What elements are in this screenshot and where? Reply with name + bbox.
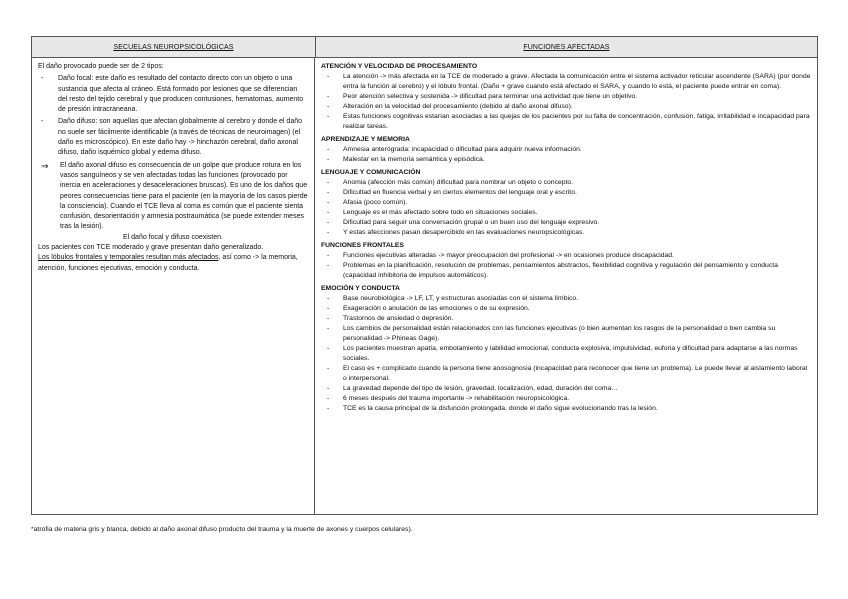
list-item-text: Dificultad para seguir una conversación grupal o un buen uso del lenguaje expresivo. [343,219,600,226]
coexist-note: El daño focal y difuso coexisten. [122,233,223,241]
list-item-text: Los pacientes muestran apatía, embotamiento y labilidad emocional, conducta explosiva, impulsividad, euforia y dificultad para adaptarse a las normas sociales. [343,345,798,362]
dash-marker: - [41,118,44,126]
list-item [321,324,811,344]
list-item-text: Alteración en la velocidad del procesamiento (debido al daño axonal difuso). [343,103,573,110]
dash-marker: - [327,199,330,206]
left-paragraph-2 [38,253,308,274]
table-header [32,37,817,58]
list-item-text: Los cambios de personalidad están relacionados con las funciones ejecutivas (o bien aumentan los rasgos de la personalidad o bien cambia su personalidad -> Phineas Gage). [343,325,776,342]
right-column [315,58,817,514]
dash-marker: - [327,179,330,186]
list-item [321,314,811,324]
list-item [321,364,811,384]
arrow-icon: ⇒ [41,160,49,171]
dash-marker: - [327,405,330,412]
sections-container [321,62,811,414]
list-item-text: Base neurobiológica -> LF, LT, y estructuras asociadas con el sistema límbico. [343,295,579,302]
dash-marker: - [327,315,330,322]
dash-marker: - [327,113,330,120]
list-item-text: La gravedad depende del tipo de lesión, gravedad, localización, edad, duración del coma… [343,385,619,392]
list-item-text: Daño focal: este daño es resultado del contacto directo con un objeto o una sustancia que afecta al cráneo. Está formado por lesiones que se diferencian del resto del tejido cerebral y que producen contusiones, hematomas, aumento de presión intracraneana. [58,75,304,114]
dash-marker: - [327,103,330,110]
list-item-text: La atención -> más afectada en la TCE de moderado a grave. Afectada la comunicación entre el sistema activador reticular ascendente (SARA) (por donde entra la función al cerebro) y el lóbulo frontal. (Daño + grave cuando está afectado el SARA, y cuando lo está, el paciente puede entrar en coma). [343,73,811,90]
list-item-text: Y estas afecciones pasan desapercibido en las evaluaciones neuropsicológicas. [343,229,585,236]
list-item [321,218,811,228]
list-item-text: El caso es + complicado cuando la persona tiene anosognosia (incapacidad para reconocer que tiene un problema). Le puede llevar al aislamiento laboral o interpersonal. [343,365,808,382]
dash-marker: - [327,262,330,269]
list-item [321,112,811,132]
list-item-text: Lenguaje es el más afectado sobre todo en situaciones sociales. [343,209,538,216]
underlined-text: Los lóbulos frontales y temporales resultan más afectados [38,254,219,262]
list-item-text: Peor atención selectiva y sostenida -> dificultad para terminar una actividad que tiene un objetivo. [343,93,638,100]
left-intro: El daño provocado puede ser de 2 tipos: [38,63,164,70]
list-item [321,384,811,394]
list-item [38,74,308,115]
list-item-text: Trastornos de ansiedad o depresión. [343,315,454,322]
list-item [321,102,811,112]
list-item-text: TCE es la causa principal de la disfunción prolongada, donde el daño sigue evolucionando tras la lesión. [343,405,658,412]
list-item [321,198,811,208]
dash-marker: - [327,365,330,372]
list-item-text: Problemas en la planificación, resolución de problemas, pensamientos abstractos, flexibilidad cognitiva y regulación del pensamiento y conducta (capacidad inhibitoria de impulsos automáticos). [343,262,778,279]
dash-marker: - [327,395,330,402]
list-item [321,92,811,102]
section-title: ATENCIÓN Y VELOCIDAD DE PROCESAMIENTO [321,63,478,70]
list-item-text: El daño axonal difuso es consecuencia de un golpe que produce rotura en los vasos sanguíneos y se ven afectadas todas las funciones (provocado por inercia en aceleraciones y desaceleraciones bruscas). Es uno de los daños que peores consecuencias tiene para el paciente (en la mayoría de los casos pierde la consciencia). Cuando el TCE lleva al coma es común que el paciente sienta confusión, desorientación y amnesia postraumática (se puede extender meses tras la lesión). [60,161,308,231]
paragraph-rest: , así como -> la memoria, atención, funciones ejecutivas, emoción y conducta. [38,254,298,272]
list-item [321,344,811,364]
list-item [321,304,811,314]
list-item [321,251,811,261]
list-item [321,145,811,155]
list-item [321,404,811,414]
section-title: FUNCIONES FRONTALES [321,242,404,249]
dash-marker: - [41,75,44,83]
section-title: EMOCIÓN Y CONDUCTA [321,285,400,292]
dash-marker: - [327,146,330,153]
dash-marker: - [327,325,330,332]
dash-marker: - [327,209,330,216]
list-item [321,394,811,404]
list-item [321,228,811,238]
table-body [32,58,817,514]
list-item-text: Malestar en la memoria semántica y episódica. [343,156,485,163]
footnote: *atrofia de materia gris y blanca, debido al daño axonal difuso producto del trauma y la muerte de axones y cuerpos celulares). [31,526,413,533]
list-item-text: Afasia (poco común). [343,199,408,206]
list-item [321,178,811,188]
list-item-text: Amnesia anterógrada: incapacidad o dificultad para adquirir nueva información. [343,146,582,153]
dash-marker: - [327,345,330,352]
list-item-text: Exageración o anulación de las emociones o de su expresión. [343,305,530,312]
left-column [32,58,315,514]
list-item [321,294,811,304]
dash-marker: - [327,189,330,196]
list-item-text: Dificultad en fluencia verbal y en ciertos elementos del lenguaje oral y escrito. [343,189,577,196]
list-item [321,155,811,165]
summary-table [31,36,818,515]
list-item [321,188,811,198]
list-item [321,208,811,218]
header-left: SECUELAS NEUROPSICOLÓGICAS [32,37,316,57]
dash-marker: - [327,252,330,259]
list-item-text: Anomia (afección más común) dificultad para nombrar un objeto o concepto. [343,179,574,186]
dash-marker: - [327,385,330,392]
dash-marker: - [327,73,330,80]
dash-marker: - [327,93,330,100]
dash-marker: - [327,229,330,236]
dash-marker: - [327,156,330,163]
dash-marker: - [327,295,330,302]
list-item [38,117,308,158]
list-item-text: Daño difuso: son aquellas que afectan globalmente al cerebro y donde el daño no suele ser fácilmente identificable (a través de técnicas de neuroimagen) (el daño es microscópico). En este daño hay -> hinchazón cerebral, daño axonal difuso, daño isquémico global y edema difuso. [58,118,303,157]
section-title: APRENDIZAJE Y MEMORIA [321,136,410,143]
list-item-text: 6 meses después del trauma importante -> rehabilitación neuropsicológica. [343,395,570,402]
list-item-text: Estas funciones cognitivas estarían asociadas a las quejas de los pacientes por su falta de concentración, confusión, fatiga, irritabilidad e incapacidad para realizar tareas. [343,113,810,130]
list-item-text: Funciones ejecutivas alteradas -> mayor preocupación del profesional -> en ocasiones produce discapacidad. [343,252,674,259]
dash-marker: - [327,305,330,312]
header-right: FUNCIONES AFECTADAS [523,43,610,51]
section-title: LENGUAJE Y COMUNICACIÓN [321,169,421,176]
list-item [321,261,811,281]
left-paragraph-1: Los pacientes con TCE moderado y grave presentan daño generalizado. [38,244,264,252]
list-item [321,72,811,92]
dash-marker: - [327,219,330,226]
list-item [38,161,308,233]
